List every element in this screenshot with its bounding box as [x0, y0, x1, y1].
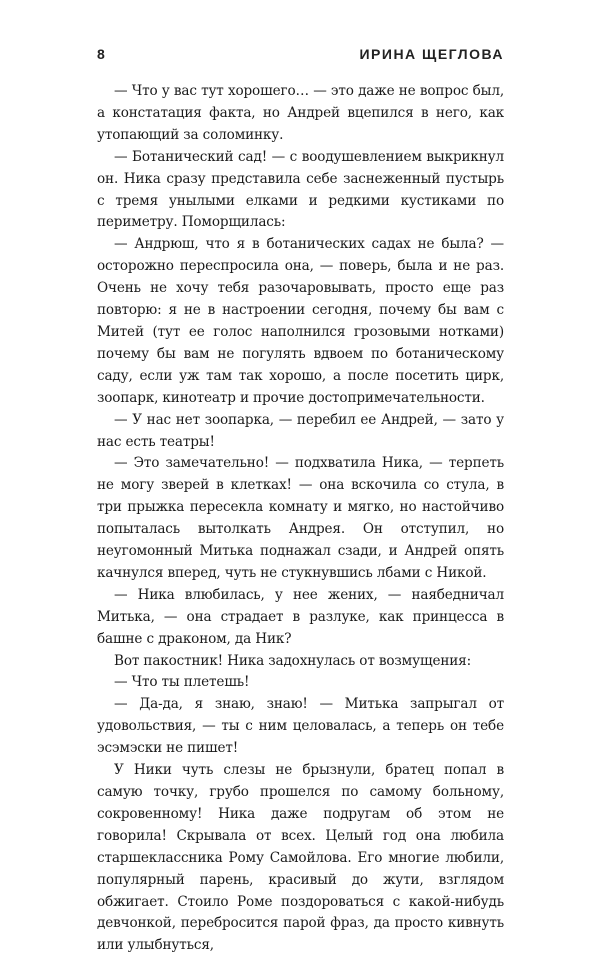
paragraph: — Это замечательно! — подхватила Ника, — терпеть не могу зверей в клетках! — она вскочила со стула, в три прыжка пересекла комнату и мягко, но настойчиво попыталась вытолкать Андрея. Он отступил, но неугомонный Митька поднажал сзади, и Андрей опять качнулся вперед, чуть не стукнувшись лбами с Никой.	[97, 455, 504, 581]
paragraph: — Андрюш, что я в ботанических садах не была? — осторожно переспросила она, — поверь, была и не раз. Очень не хочу тебя разочаровывать, просто еще раз повторю: я не в настроении сегодня, почему бы вам с Митей (тут ее голос наполнился грозовыми нотками) почему бы вам не погулять вдвоем по ботаническому саду, если уж там так хорошо, а после посетить цирк, зоопарк, кинотеатр и прочие достопримечательности.	[97, 236, 504, 406]
paragraph: — Да-да, я знаю, знаю! — Митька запрыгал от удовольствия, — ты с ним целовалась, а теперь он тебе эсэмэски не пишет!	[97, 696, 504, 757]
body-text	[97, 81, 504, 957]
paragraph: — Ботанический сад! — с воодушевлением выкрикнул он. Ника сразу представила себе заснеженный пустырь с тремя унылыми елками и редкими кустиками по периметру. Поморщилась:	[97, 148, 504, 231]
paragraph: — Что ты плетешь!	[114, 674, 250, 691]
paragraph: — Что у вас тут хорошего… — это даже не вопрос был, а констатация факта, но Андрей вцепился в него, как утопающий за соломинку.	[97, 83, 504, 143]
running-head-author: ИРИНА ЩЕГЛОВА	[359, 46, 504, 62]
paragraph: Вот пакостник! Ника задохнулась от возмущения:	[114, 652, 472, 669]
paragraph: — У нас нет зоопарка, — перебил ее Андрей, — зато у нас есть театры!	[97, 411, 504, 450]
page-number: 8	[97, 46, 105, 62]
paragraph: — Ника влюбилась, у нее жених, — наябедничал Митька, — она страдает в разлуке, как принцесса в башне с драконом, да Ник?	[97, 586, 504, 647]
page-header	[97, 46, 504, 66]
paragraph: У Ники чуть слезы не брызнули, братец попал в самую точку, грубо прошелся по самому больному, сокровенному! Ника даже подругам об этом не говорила! Скрывала от всех. Целый год она любила старшеклассника Рому Самойлова. Его многие любили, популярный парень, красивый до жути, взглядом обжигает. Стоило Роме поздороваться с какой-нибудь девчонкой, перебросится парой фраз, да просто кивнуть или улыбнуться,	[97, 762, 504, 954]
